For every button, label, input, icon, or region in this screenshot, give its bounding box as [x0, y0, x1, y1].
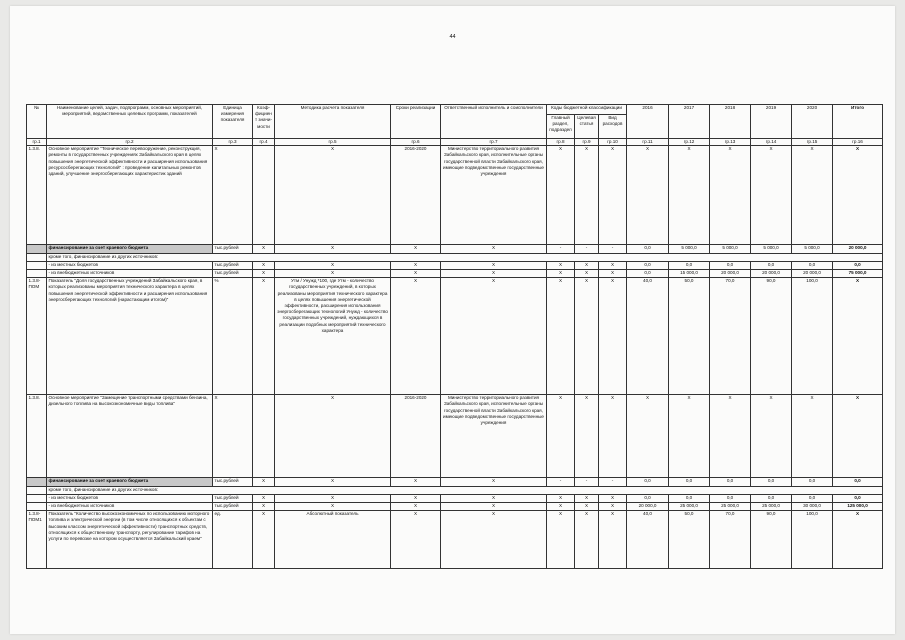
header-coef: Коэф-фициент значи-мости — [253, 105, 275, 139]
table-row: - из местных бюджетов тыс.рублей X X X X X X X 0,0 0,0 0,0 0,0 0,0 0,0 — [27, 495, 883, 503]
row-value: 5 000,0 — [792, 245, 833, 254]
col-number: гр.11 — [627, 139, 669, 146]
row-number: 1.3.8-ПОМ1 — [27, 511, 47, 569]
col-number: гр.8 — [547, 139, 575, 146]
row-value: 100,0 — [792, 278, 833, 395]
row-code: X — [599, 146, 627, 245]
row-value: X — [669, 146, 710, 245]
col-number: гр.3 — [213, 139, 253, 146]
col-number: гр.5 — [275, 139, 391, 146]
header-target-item: Целевая статья — [575, 115, 599, 139]
row-value: 40,0 — [627, 278, 669, 395]
header-unit: Единица измерения показателя — [213, 105, 253, 139]
table-row — [27, 146, 883, 245]
row-name: Показатель "Количество высокоэкономичных по использованию моторного топлива и электрической энергии (в том числе относящихся к объектам с высоким классом энергетической эффективности) транспортных средств, относящихся к общественному транспорту, регулирование тарифов на услуги по перевозке на котором осуществляется Забайкальский краем" — [47, 511, 213, 569]
other-sources-label: кроме того, финансирование из других источников: — [47, 254, 883, 262]
row-name: Показатель "Доля государственных учреждений Забайкальского края, в которых реализованы мероприятия технического характера в целях повышения энергетической эффективности и расширения использования энергосберегающих технологий (нарастающим итогом)" — [47, 278, 213, 395]
row-terms: 2016-2020 — [391, 146, 441, 245]
col-number: гр.12 — [669, 139, 710, 146]
header-executor: Ответственный исполнитель и соисполнители — [441, 105, 547, 139]
col-number: гр.1 — [27, 139, 47, 146]
extrabudget-label: - из внебюджетных источников — [47, 270, 213, 278]
row-value: X — [627, 146, 669, 245]
row-value: 50,0 — [669, 278, 710, 395]
table-row: - из местных бюджетов тыс.рублей X X X X X X X 0,0 0,0 0,0 0,0 0,0 0,0 — [27, 262, 883, 270]
row-name: Основное мероприятие "Замещение транспортными средствами бензина, дизельного топлива на высокоэкономичные виды топлива" — [47, 395, 213, 478]
header-terms: Сроки реализации — [391, 105, 441, 139]
row-method: Утм / Унужд *100, где Утм - количество государственных учреждений, в которых реализованы мероприятия технического характера в целях повышения энергетической эффективности, расширения использования энергосберегающих технологий Унужд - количество государственных учреждений, нуждающихся в реализации подобных мероприятий технического характера — [275, 278, 391, 395]
col-number: гр.7 — [441, 139, 547, 146]
financing-label: финансирование за счет краевого бюджета — [47, 478, 213, 487]
header-year-2016: 2016 — [627, 105, 669, 139]
column-numbers-row — [27, 139, 883, 146]
row-value: 0,0 — [627, 245, 669, 254]
row-value: X — [792, 146, 833, 245]
header-name: Наименование целей, задач, подпрограмм, основных мероприятий, мероприятий, ведомственных целевых программ, показателей — [47, 105, 213, 139]
row-unit: X — [213, 395, 253, 478]
row-value: 5 000,0 — [669, 245, 710, 254]
table-row: - из внебюджетных источников тыс.рублей X X X X X X X 0,0 15 000,0 20 000,0 20 000,0 20 000,0 75 000,0 — [27, 270, 883, 278]
table-row: 1.3.8-ПОМ1 Показатель "Количество высокоэкономичных по использованию моторного топлива и электрической энергии (в том числе относящихся к объектам с высоким классом энергетической эффективности) транспортных средств, относящихся к общественному транспорту, регулирование тарифов на услуги по перевозке на котором осуществляется Забайкальский краем" ед. X Абсолютный показатель X X X X X 40,0 50,0 70,0 90,0 100,0 X — [27, 511, 883, 569]
row-unit: % — [213, 278, 253, 395]
header-budget-codes: Коды бюджетной классификации — [547, 105, 627, 115]
header-method: Методика расчета показателя — [275, 105, 391, 139]
row-value: X — [710, 146, 751, 245]
header-total: Итого — [833, 105, 883, 139]
col-number: гр.2 — [47, 139, 213, 146]
row-executor: Министерство территориального развития Забайкальского края, исполнительные органы государственной власти Забайкальского края, имеющие подведомственные государственные учреждения — [441, 395, 547, 478]
row-value: 70,0 — [710, 278, 751, 395]
row-method: X — [275, 146, 391, 245]
row-executor: Министерство территориального развития Забайкальского края, исполнительные органы государственной власти Забайкальского края, имеющие подведомственные государственные учреждения — [441, 146, 547, 245]
table-header-row — [27, 105, 883, 115]
col-number: гр.16 — [833, 139, 883, 146]
col-number: гр.14 — [751, 139, 792, 146]
page-number: 44 — [449, 34, 456, 40]
table-row: финансирование за счет краевого бюджета тыс.рублей X X X X - - - 0,0 5 000,0 5 000,0 5 000,0 5 000,0 20 000,0 — [27, 245, 883, 254]
header-year-2017: 2017 — [669, 105, 710, 139]
header-year-2018: 2018 — [710, 105, 751, 139]
table-row: - из внебюджетных источников тыс.рублей X X X X X X X 20 000,0 25 000,0 25 000,0 25 000,0 30 000,0 125 000,0 — [27, 503, 883, 511]
header-no: № — [27, 105, 47, 139]
row-total: 20 000,0 — [833, 245, 883, 254]
document-page — [10, 6, 895, 634]
financing-label: финансирование за счет краевого бюджета — [47, 245, 213, 254]
row-unit: тыс.рублей — [213, 245, 253, 254]
other-sources-label: кроме того, финансирование из других источников: — [47, 487, 883, 495]
header-expense-type: Вид расходов — [599, 115, 627, 139]
header-main-section: Главный раздел, подраздел — [547, 115, 575, 139]
row-value: X — [833, 146, 883, 245]
col-number: гр.15 — [792, 139, 833, 146]
row-value: 5 000,0 — [710, 245, 751, 254]
col-number: гр.13 — [710, 139, 751, 146]
table-row: финансирование за счет краевого бюджета тыс.рублей X X X X - - - 0,0 0,0 0,0 0,0 0,0 0,0 — [27, 478, 883, 487]
row-code: X — [547, 146, 575, 245]
col-number: гр.9 — [575, 139, 599, 146]
header-year-2020: 2020 — [792, 105, 833, 139]
col-number: гр.4 — [253, 139, 275, 146]
row-value: X — [751, 146, 792, 245]
row-number: 1.3.8. — [27, 395, 47, 478]
row-value: 90,0 — [751, 278, 792, 395]
row-number: 1.3.8-ПОМ — [27, 278, 47, 395]
table-row: 1.3.8. Основное мероприятие "Замещение транспортными средствами бензина, дизельного топлива на высокоэкономичные виды топлива" X X 2016-2020 Министерство территориального развития Забайкальского края, исполнительные органы государственной власти Забайкальского края, имеющие подведомственные государственные учреждения X X X X X X X X X — [27, 395, 883, 478]
row-number: 1.3.8. — [27, 146, 47, 245]
header-year-2019: 2019 — [751, 105, 792, 139]
local-budget-label: - из местных бюджетов — [47, 262, 213, 270]
table-row — [27, 487, 883, 495]
row-value: X — [833, 278, 883, 395]
row-value: 5 000,0 — [751, 245, 792, 254]
row-unit: X — [213, 146, 253, 245]
row-code: X — [575, 146, 599, 245]
col-number: гр.6 — [391, 139, 441, 146]
table-row: 1.3.8-ПОМ Показатель "Доля государственных учреждений Забайкальского края, в которых реализованы мероприятия технического характера в целях повышения энергетической эффективности и расширения использования энергосберегающих технологий (нарастающим итогом)" % X Утм / Унужд *100, где Утм - количество государственных учреждений, в которых реализованы мероприятия технического характера в целях повышения энергетической эффективности, расширения использования энергосберегающих технологий Унужд - количество государственных учреждений, нуждающихся в реализации подобных мероприятий технического характера X X X X X 40,0 50,0 70,0 90,0 100,0 X — [27, 278, 883, 395]
table-row — [27, 254, 883, 262]
row-name: Основное мероприятие "Техническое перевооружение, реконструкция, ремонты в государственных учреждениях Забайкальского края в целях повышения энергетической эффективности и расширения использования ресурсосберегающих технологий" : проведение капитальных ремонтов зданий, улучшение энергосберегающих характеристик зданий — [47, 146, 213, 245]
row-coef — [253, 146, 275, 245]
col-number: гр.10 — [599, 139, 627, 146]
program-table — [26, 104, 883, 569]
